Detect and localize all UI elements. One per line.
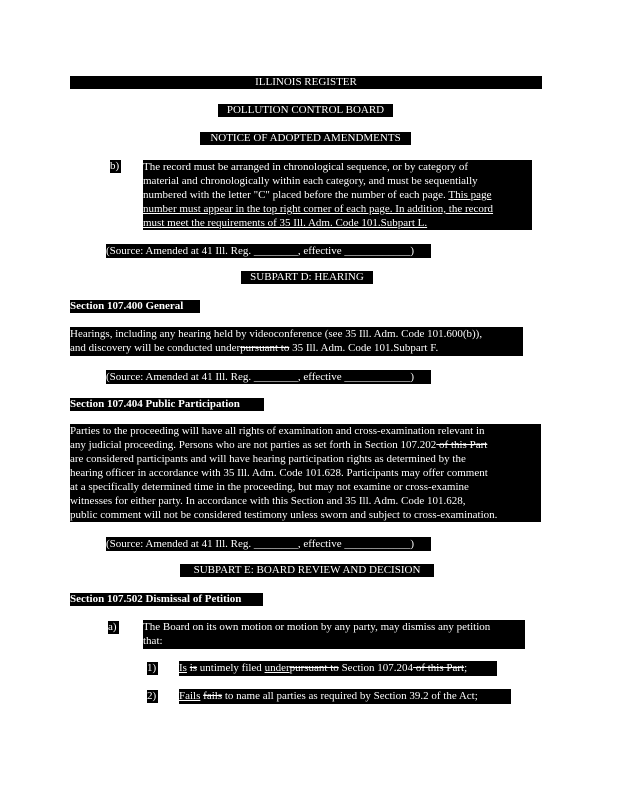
section-107-404-line: are considered participants and will have hearing participation rights as determined by the [70,453,466,465]
section-107-400-heading: Section 107.400 General [70,300,200,313]
section-107-502-heading: Section 107.502 Dismissal of Petition [70,593,263,606]
text-run: 35 Ill. Adm. Code 101.Subpart F. [289,342,439,354]
para-b-body [143,160,532,230]
inserted-text: Is [179,662,187,674]
register-title: ILLINOIS REGISTER [70,76,542,89]
para-b-line: number must appear in the top right corner of each page. In addition, the record [143,203,494,215]
text-run: Section 107.204 [338,662,414,674]
deleted-text: pursuant to [289,662,339,674]
section-107-400-body [70,327,523,356]
agency-title: POLLUTION CONTROL BOARD [218,104,393,117]
deleted-text: pursuant to [240,342,290,354]
section-107-404-line: witnesses for either party. In accordance with this Section and 35 Ill. Adm. Code 101.628, [70,495,466,507]
para-b-line: material and chronologically within each category, and must be sequentially [143,175,478,187]
text-run: and discovery will be conducted under [70,342,241,354]
section-107-400-line: Hearings, including any hearing held by videoconference (see 35 Ill. Adm. Code 101.600(b)), [70,328,483,340]
para-a-marker: a) [108,621,119,634]
para-b-line: must meet the requirements of 35 Ill. Adm. Code 101.Subpart L. [143,217,428,229]
para-a-body [143,620,525,649]
para-b-marker: b) [110,160,120,172]
item-2-marker: 2) [147,690,157,702]
deleted-text: of this Part [436,439,488,451]
section-107-400-line [70,341,523,355]
item-1-marker: 1) [147,662,157,674]
source-note: (Source: Amended at 41 Ill. Reg. ________, effective ____________) [106,370,431,384]
para-a-line: The Board on its own motion or motion by any party, may dismiss any petition [143,621,491,633]
item-1-text [179,661,497,676]
source-note: (Source: Amended at 41 Ill. Reg. ________, effective ____________) [106,244,431,258]
subpart-e-title: SUBPART E: BOARD REVIEW AND DECISION [180,564,434,577]
para-b-line-text: numbered with the letter "C" placed before the number of each page. [143,189,446,201]
text-run: untimely filed [197,662,265,674]
section-107-404-line: Parties to the proceeding will have all rights of examination and cross-examination relevant in [70,425,485,437]
item-2-text [179,689,511,704]
deleted-text: is [189,662,198,674]
section-107-404-line: hearing officer in accordance with 35 Ill. Adm. Code 101.628. Participants may offer comment [70,467,488,479]
deleted-text: fails [203,690,223,702]
text-run: any judicial proceeding. Persons who are not parties as set forth in Section 107.202 [70,439,437,451]
section-107-404-line: at a specifically determined time in the proceeding, but may not examine or cross-examine [70,481,469,493]
text-run: to name all parties as required by Section 39.2 of the Act; [222,690,478,702]
notice-title: NOTICE OF ADOPTED AMENDMENTS [200,132,411,145]
section-107-404-body [70,424,541,522]
subpart-d-title: SUBPART D: HEARING [241,271,373,284]
deleted-text: of this Part [413,662,465,674]
para-b-inserted-text: This page [448,189,492,201]
inserted-text: Fails [179,690,201,702]
section-107-404-heading: Section 107.404 Public Participation [70,398,264,411]
para-a-line: that: [143,635,163,647]
source-note: (Source: Amended at 41 Ill. Reg. ________, effective ____________) [106,537,431,551]
inserted-text: under [264,662,290,674]
section-107-404-line [70,438,541,452]
para-b-line: The record must be arranged in chronological sequence, or by category of [143,161,468,173]
para-b-line [143,188,532,202]
text-run: ; [464,662,468,674]
section-107-404-line: public comment will not be considered testimony unless sworn and subject to cross-examination. [70,509,498,521]
